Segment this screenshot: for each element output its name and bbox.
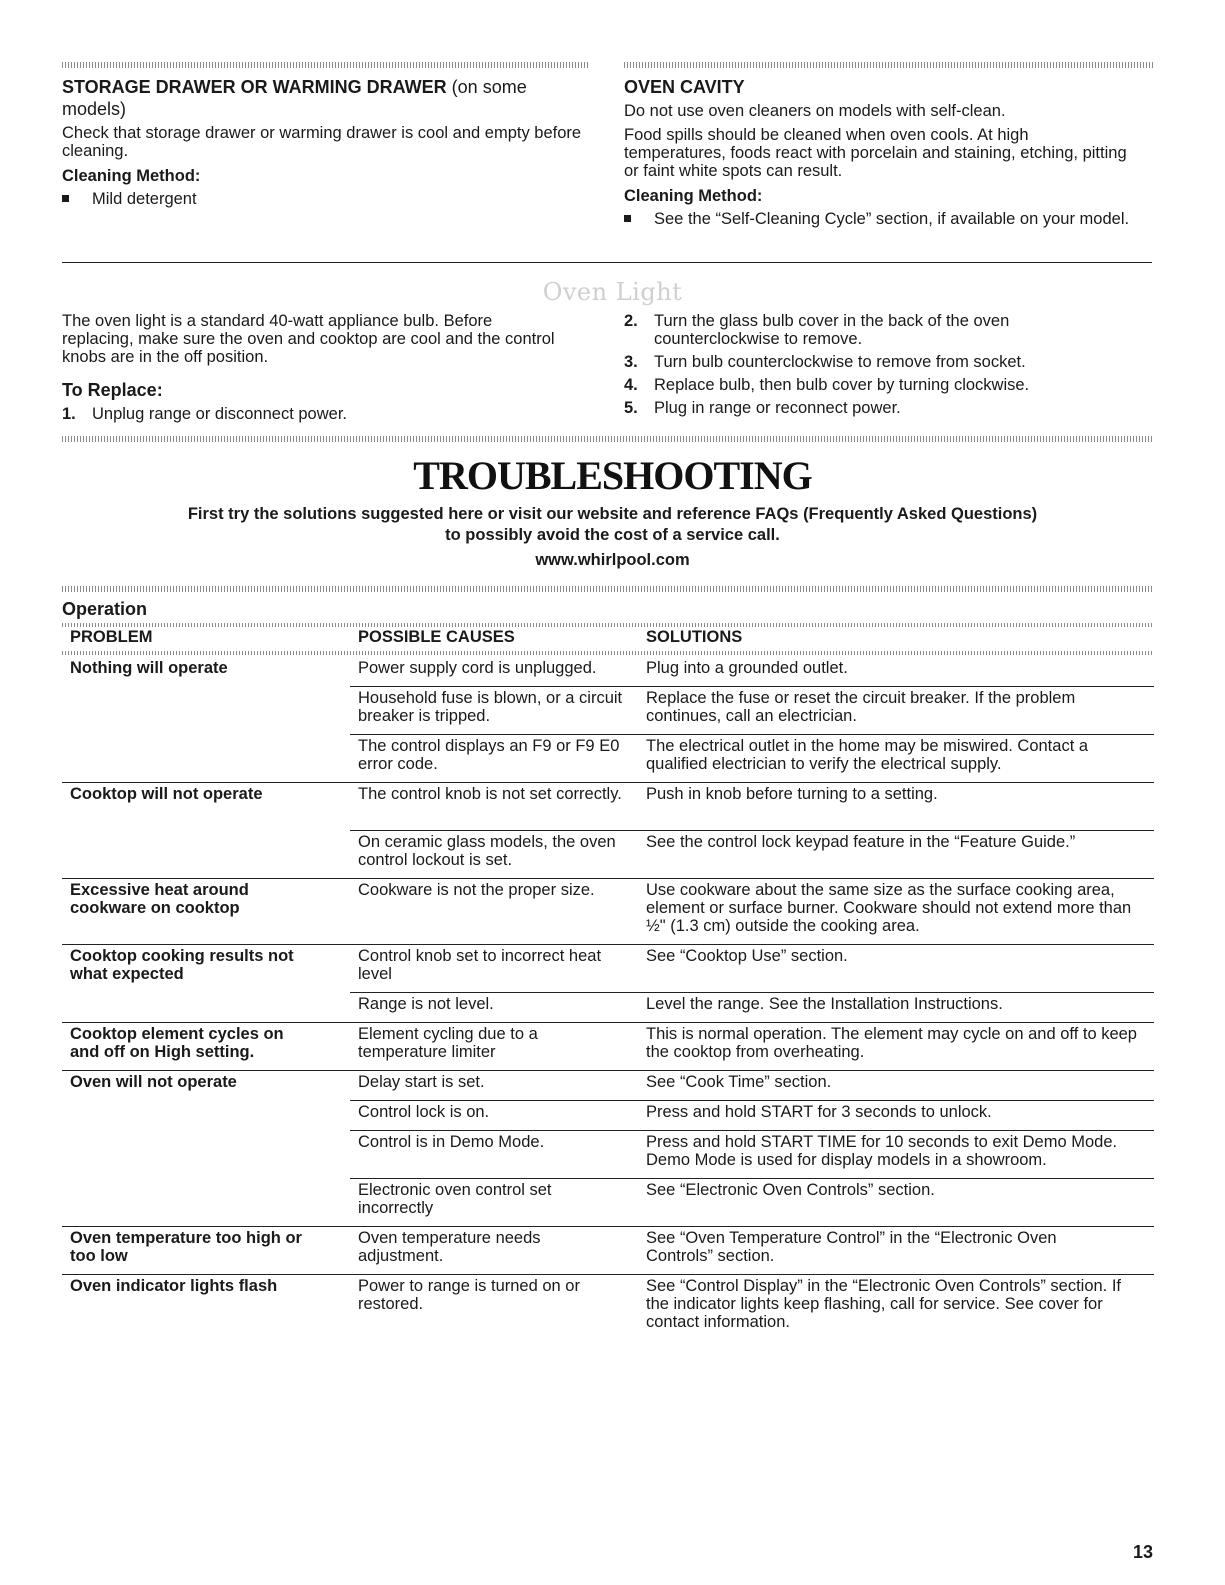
row-15-problem: Oven indicator lights flash <box>70 1277 278 1295</box>
oven-light-right <box>624 312 1094 422</box>
oven-cavity-cleaning-method-label: Cleaning Method: <box>624 187 763 205</box>
row-7-solution: See “Cooktop Use” section. <box>646 947 848 965</box>
row-1-solution: Plug into a grounded outlet. <box>646 659 848 677</box>
row-2-cause: Household fuse is blown, or a circuit breaker is tripped. <box>358 689 623 725</box>
oven-cavity-title: OVEN CAVITY <box>624 77 745 97</box>
row-3-solution: The electrical outlet in the home may be miswired. Contact a qualified electrician to verify the electrical supply. <box>646 737 1089 773</box>
replace-step-5: 5. Plug in range or reconnect power. <box>624 399 901 417</box>
row-1-cause: Power supply cord is unplugged. <box>358 659 597 677</box>
col-header-solutions: SOLUTIONS <box>646 628 743 646</box>
row-divider <box>62 782 1154 783</box>
storage-drawer-title: STORAGE DRAWER OR WARMING DRAWER <box>62 77 447 97</box>
top-rule-right <box>624 62 1154 68</box>
row-2-solution: Replace the fuse or reset the circuit breaker. If the problem continues, call an electrician. <box>646 689 1076 725</box>
row-9-solution: This is normal operation. The element may cycle on and off to keep the cooktop from overheating. <box>646 1025 1137 1061</box>
row-5-cause: On ceramic glass models, the oven control lockout is set. <box>358 833 616 869</box>
replace-step-3: 3. Turn bulb counterclockwise to remove from socket. <box>624 353 1026 371</box>
oven-cavity-p2: Food spills should be cleaned when oven cools. At high temperatures, foods react with porcelain and staining, etching, pitting or faint white spots can result. <box>624 126 1127 180</box>
storage-drawer-body: Check that storage drawer or warming drawer is cool and empty before cleaning. <box>62 124 582 160</box>
sub-row-divider <box>350 1178 1154 1179</box>
col-header-causes: POSSIBLE CAUSES <box>358 628 515 646</box>
sub-row-divider <box>350 734 1154 735</box>
storage-drawer-title-suffix: (on some models) <box>62 77 527 119</box>
row-12-solution: Press and hold START TIME for 10 seconds to exit Demo Mode. Demo Mode is used for display models in a showroom. <box>646 1133 1118 1169</box>
pre-table-rule <box>62 586 1154 592</box>
row-6-problem: Excessive heat around cookware on cooktop <box>70 881 249 917</box>
row-11-solution: Press and hold START for 3 seconds to unlock. <box>646 1103 992 1121</box>
troubleshooting-intro-1: First try the solutions suggested here or visit our website and reference FAQs (Frequently Asked Questions) <box>187 505 1038 523</box>
troubleshooting-intro-2: to possibly avoid the cost of a service call. <box>445 526 780 544</box>
sub-row-divider <box>350 1130 1154 1131</box>
header-rule-top <box>62 623 1154 627</box>
row-14-cause: Oven temperature needs adjustment. <box>358 1229 541 1265</box>
row-9-problem: Cooktop element cycles on and off on High setting. <box>70 1025 284 1061</box>
storage-drawer-heading <box>62 76 592 120</box>
operation-heading: Operation <box>62 599 148 619</box>
sub-row-divider <box>350 992 1154 993</box>
bullet-square-icon <box>62 195 69 202</box>
row-14-solution: See “Oven Temperature Control” in the “Electronic Oven Controls” section. <box>646 1229 1057 1265</box>
section-divider <box>62 262 1152 263</box>
row-8-cause: Range is not level. <box>358 995 494 1013</box>
row-6-solution: Use cookware about the same size as the surface cooking area, element or surface burner. Cookware should not extend more than ½" (1.3 cm) outside the cooking area. <box>646 881 1132 935</box>
website-link[interactable]: www.whirlpool.com <box>535 551 690 569</box>
sub-row-divider <box>350 686 1154 687</box>
row-6-cause: Cookware is not the proper size. <box>358 881 595 899</box>
row-12-cause: Control is in Demo Mode. <box>358 1133 545 1151</box>
row-15-solution: See “Control Display” in the “Electronic Oven Controls” section. If the indicator lights keep flashing, call for service. See cover for contact information. <box>646 1277 1122 1331</box>
top-rule-left <box>62 62 590 68</box>
storage-cleaning-method-label: Cleaning Method: <box>62 167 201 185</box>
row-7-problem: Cooktop cooking results not what expected <box>70 947 294 983</box>
oven-cavity-heading <box>624 76 1134 98</box>
oven-cavity-p1: Do not use oven cleaners on models with self-clean. <box>624 102 1006 120</box>
row-divider <box>62 1022 1154 1023</box>
mid-rule <box>62 436 1154 442</box>
row-4-solution: Push in knob before turning to a setting. <box>646 785 938 803</box>
row-14-problem: Oven temperature too high or too low <box>70 1229 302 1265</box>
row-divider <box>62 1226 1154 1227</box>
row-11-cause: Control lock is on. <box>358 1103 490 1121</box>
row-5-solution: See the control lock keypad feature in the “Feature Guide.” <box>646 833 1076 851</box>
col-header-problem: PROBLEM <box>70 628 153 646</box>
bullet-square-icon <box>624 215 631 222</box>
to-replace-label: To Replace: <box>62 380 163 400</box>
oven-light-left <box>62 312 562 428</box>
storage-bullet: Mild detergent <box>62 190 592 208</box>
oven-cavity-section <box>624 76 1134 232</box>
row-1-problem: Nothing will operate <box>70 659 228 677</box>
row-divider <box>62 1070 1154 1071</box>
oven-light-intro: The oven light is a standard 40-watt appliance bulb. Before replacing, make sure the oven and cooktop are cool and the control knobs are in the off position. <box>62 312 555 366</box>
row-13-solution: See “Electronic Oven Controls” section. <box>646 1181 935 1199</box>
row-divider <box>62 944 1154 945</box>
row-divider <box>62 1274 1154 1275</box>
row-7-cause: Control knob set to incorrect heat level <box>358 947 602 983</box>
row-10-problem: Oven will not operate <box>70 1073 237 1091</box>
oven-cavity-bullet: See the “Self-Cleaning Cycle” section, if available on your model. <box>624 210 1134 228</box>
page-number: 13 <box>1132 1542 1153 1562</box>
row-9-cause: Element cycling due to a temperature limiter <box>358 1025 538 1061</box>
row-4-cause: The control knob is not set correctly. <box>358 785 622 803</box>
replace-step-1: 1. Unplug range or disconnect power. <box>62 405 347 423</box>
storage-drawer-section <box>62 76 592 212</box>
replace-step-2: 2. Turn the glass bulb cover in the back of the oven counterclockwise to remove. <box>624 312 1010 348</box>
troubleshooting-title: TROUBLESHOOTING <box>413 453 812 498</box>
row-3-cause: The control displays an F9 or F9 E0 error code. <box>358 737 620 773</box>
row-divider <box>62 878 1154 879</box>
oven-light-title: Oven Light <box>542 278 683 306</box>
row-8-solution: Level the range. See the Installation Instructions. <box>646 995 1003 1013</box>
row-15-cause: Power to range is turned on or restored. <box>358 1277 580 1313</box>
replace-step-4: 4. Replace bulb, then bulb cover by turning clockwise. <box>624 376 1030 394</box>
row-13-cause: Electronic oven control set incorrectly <box>358 1181 552 1217</box>
row-10-solution: See “Cook Time” section. <box>646 1073 832 1091</box>
row-4-problem: Cooktop will not operate <box>70 785 263 803</box>
sub-row-divider <box>350 1100 1154 1101</box>
header-rule-bottom <box>62 651 1154 655</box>
row-10-cause: Delay start is set. <box>358 1073 485 1091</box>
sub-row-divider <box>350 830 1154 831</box>
